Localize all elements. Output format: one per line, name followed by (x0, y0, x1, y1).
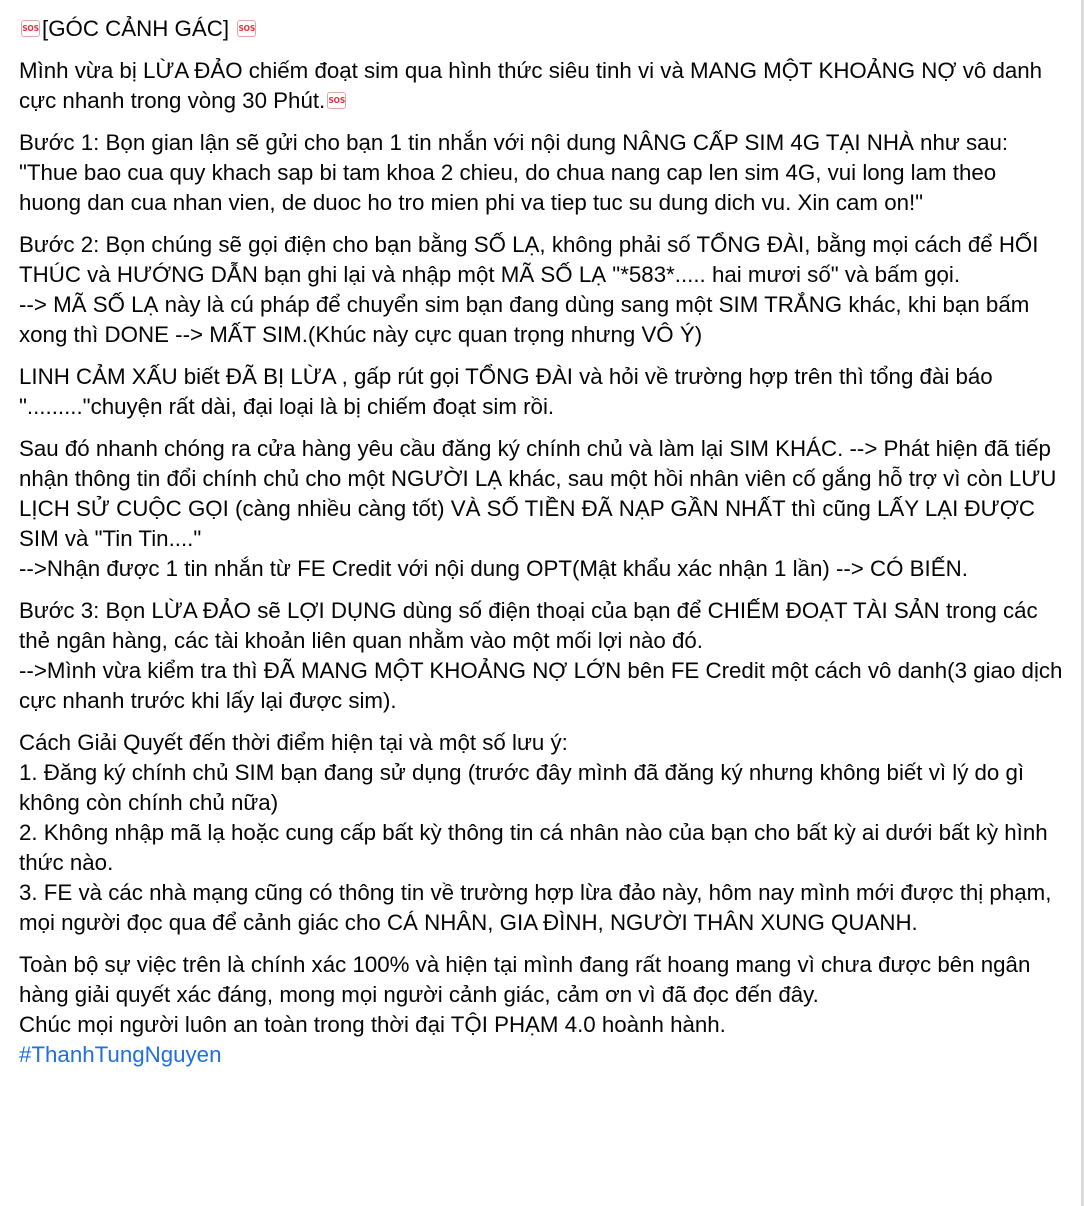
sos-icon: SOS (237, 20, 256, 37)
sos-icon: SOS (327, 92, 346, 109)
post-title-line (19, 14, 1064, 44)
closing-paragraph (19, 950, 1064, 1070)
closing-text: Toàn bộ sự việc trên là chính xác 100% và hiện tại mình đang rất hoang mang vì chưa được bên ngân hàng giải quyết xác đáng, mong mọi người cảnh giác, cảm ơn vì đã đọc đến đây. Chúc mọi người luôn an toàn trong thời đại TỘI PHẠM 4.0 hoành hành. (19, 952, 1031, 1037)
step-2-paragraph: Bước 2: Bọn chúng sẽ gọi điện cho bạn bằng SỐ LẠ, không phải số TỔNG ĐÀI, bằng mọi cách để HỐI THÚC và HƯỚNG DẪN bạn ghi lại và nhập một MÃ SỐ LẠ "*583*..... hai mươi số" và bấm gọi. --> MÃ SỐ LẠ này là cú pháp để chuyển sim bạn đang dùng sang một SIM TRẮNG khác, khi bạn bấm xong thì DONE --> MẤT SIM.(Khúc này cực quan trọng nhưng VÔ Ý) (19, 232, 1039, 347)
post-intro-paragraph (19, 56, 1064, 116)
solution-paragraph: Cách Giải Quyết đến thời điểm hiện tại và một số lưu ý: 1. Đăng ký chính chủ SIM bạn đang sử dụng (trước đây mình đã đăng ký nhưng không biết vì lý do gì không còn chính chủ nữa) 2. Không nhập mã lạ hoặc cung cấp bất kỳ thông tin cá nhân nào của bạn cho bất kỳ ai dưới bất kỳ hình thức nào. 3. FE và các nhà mạng cũng có thông tin về trường hợp lừa đảo này, hôm nay mình mới được thị phạm, mọi người đọc qua để cảnh giác cho CÁ NHÂN, GIA ĐÌNH, NGƯỜI THÂN XUNG QUANH. (19, 730, 1052, 935)
hashtag-link[interactable]: #ThanhTungNguyen (19, 1042, 222, 1067)
hotline-paragraph: LINH CẢM XẤU biết ĐÃ BỊ LỪA , gấp rút gọi TỔNG ĐÀI và hỏi về trường hợp trên thì tổng đài báo "........."chuyện rất dài, đại loại là bị chiếm đoạt sim rồi. (19, 364, 993, 419)
sos-icon: SOS (21, 20, 40, 37)
step-3-paragraph: Bước 3: Bọn LỪA ĐẢO sẽ LỢI DỤNG dùng số điện thoại của bạn để CHIẾM ĐOẠT TÀI SẢN trong các thẻ ngân hàng, các tài khoản liên quan nhằm vào một mối lợi nào đó. -->Mình vừa kiểm tra thì ĐÃ MANG MỘT KHOẢNG NỢ LỚN bên FE Credit một cách vô danh(3 giao dịch cực nhanh trước khi lấy lại được sim). (19, 598, 1063, 713)
post-intro: Mình vừa bị LỪA ĐẢO chiếm đoạt sim qua hình thức siêu tinh vi và MANG MỘT KHOẢNG NỢ vô danh cực nhanh trong vòng 30 Phút. (19, 58, 1043, 113)
store-paragraph: Sau đó nhanh chóng ra cửa hàng yêu cầu đăng ký chính chủ và làm lại SIM KHÁC. --> Phát hiện đã tiếp nhận thông tin đổi chính chủ cho một NGƯỜI LẠ khác, sau một hồi nhân viên cố gắng hỗ trợ vì còn LƯU LỊCH SỬ CUỘC GỌI (càng nhiều càng tốt) VÀ SỐ TIỀN ĐÃ NẠP GẦN NHẤT thì cũng LẤY LẠI ĐƯỢC SIM và "Tin Tin...." -->Nhận được 1 tin nhắn từ FE Credit với nội dung OPT(Mật khẩu xác nhận 1 lần) --> CÓ BIẾN. (19, 436, 1057, 581)
step-1-paragraph: Bước 1: Bọn gian lận sẽ gửi cho bạn 1 tin nhắn với nội dung NÂNG CẤP SIM 4G TẠI NHÀ như sau: "Thue bao cua quy khach sap bi tam khoa 2 chieu, do chua nang cap len sim 4G, vui long lam theo huong dan cua nhan vien, de duoc ho tro mien phi va tiep tuc su dung dich vu. Xin cam on!" (19, 130, 1009, 215)
post-title: [GÓC CẢNH GÁC] (42, 16, 230, 41)
